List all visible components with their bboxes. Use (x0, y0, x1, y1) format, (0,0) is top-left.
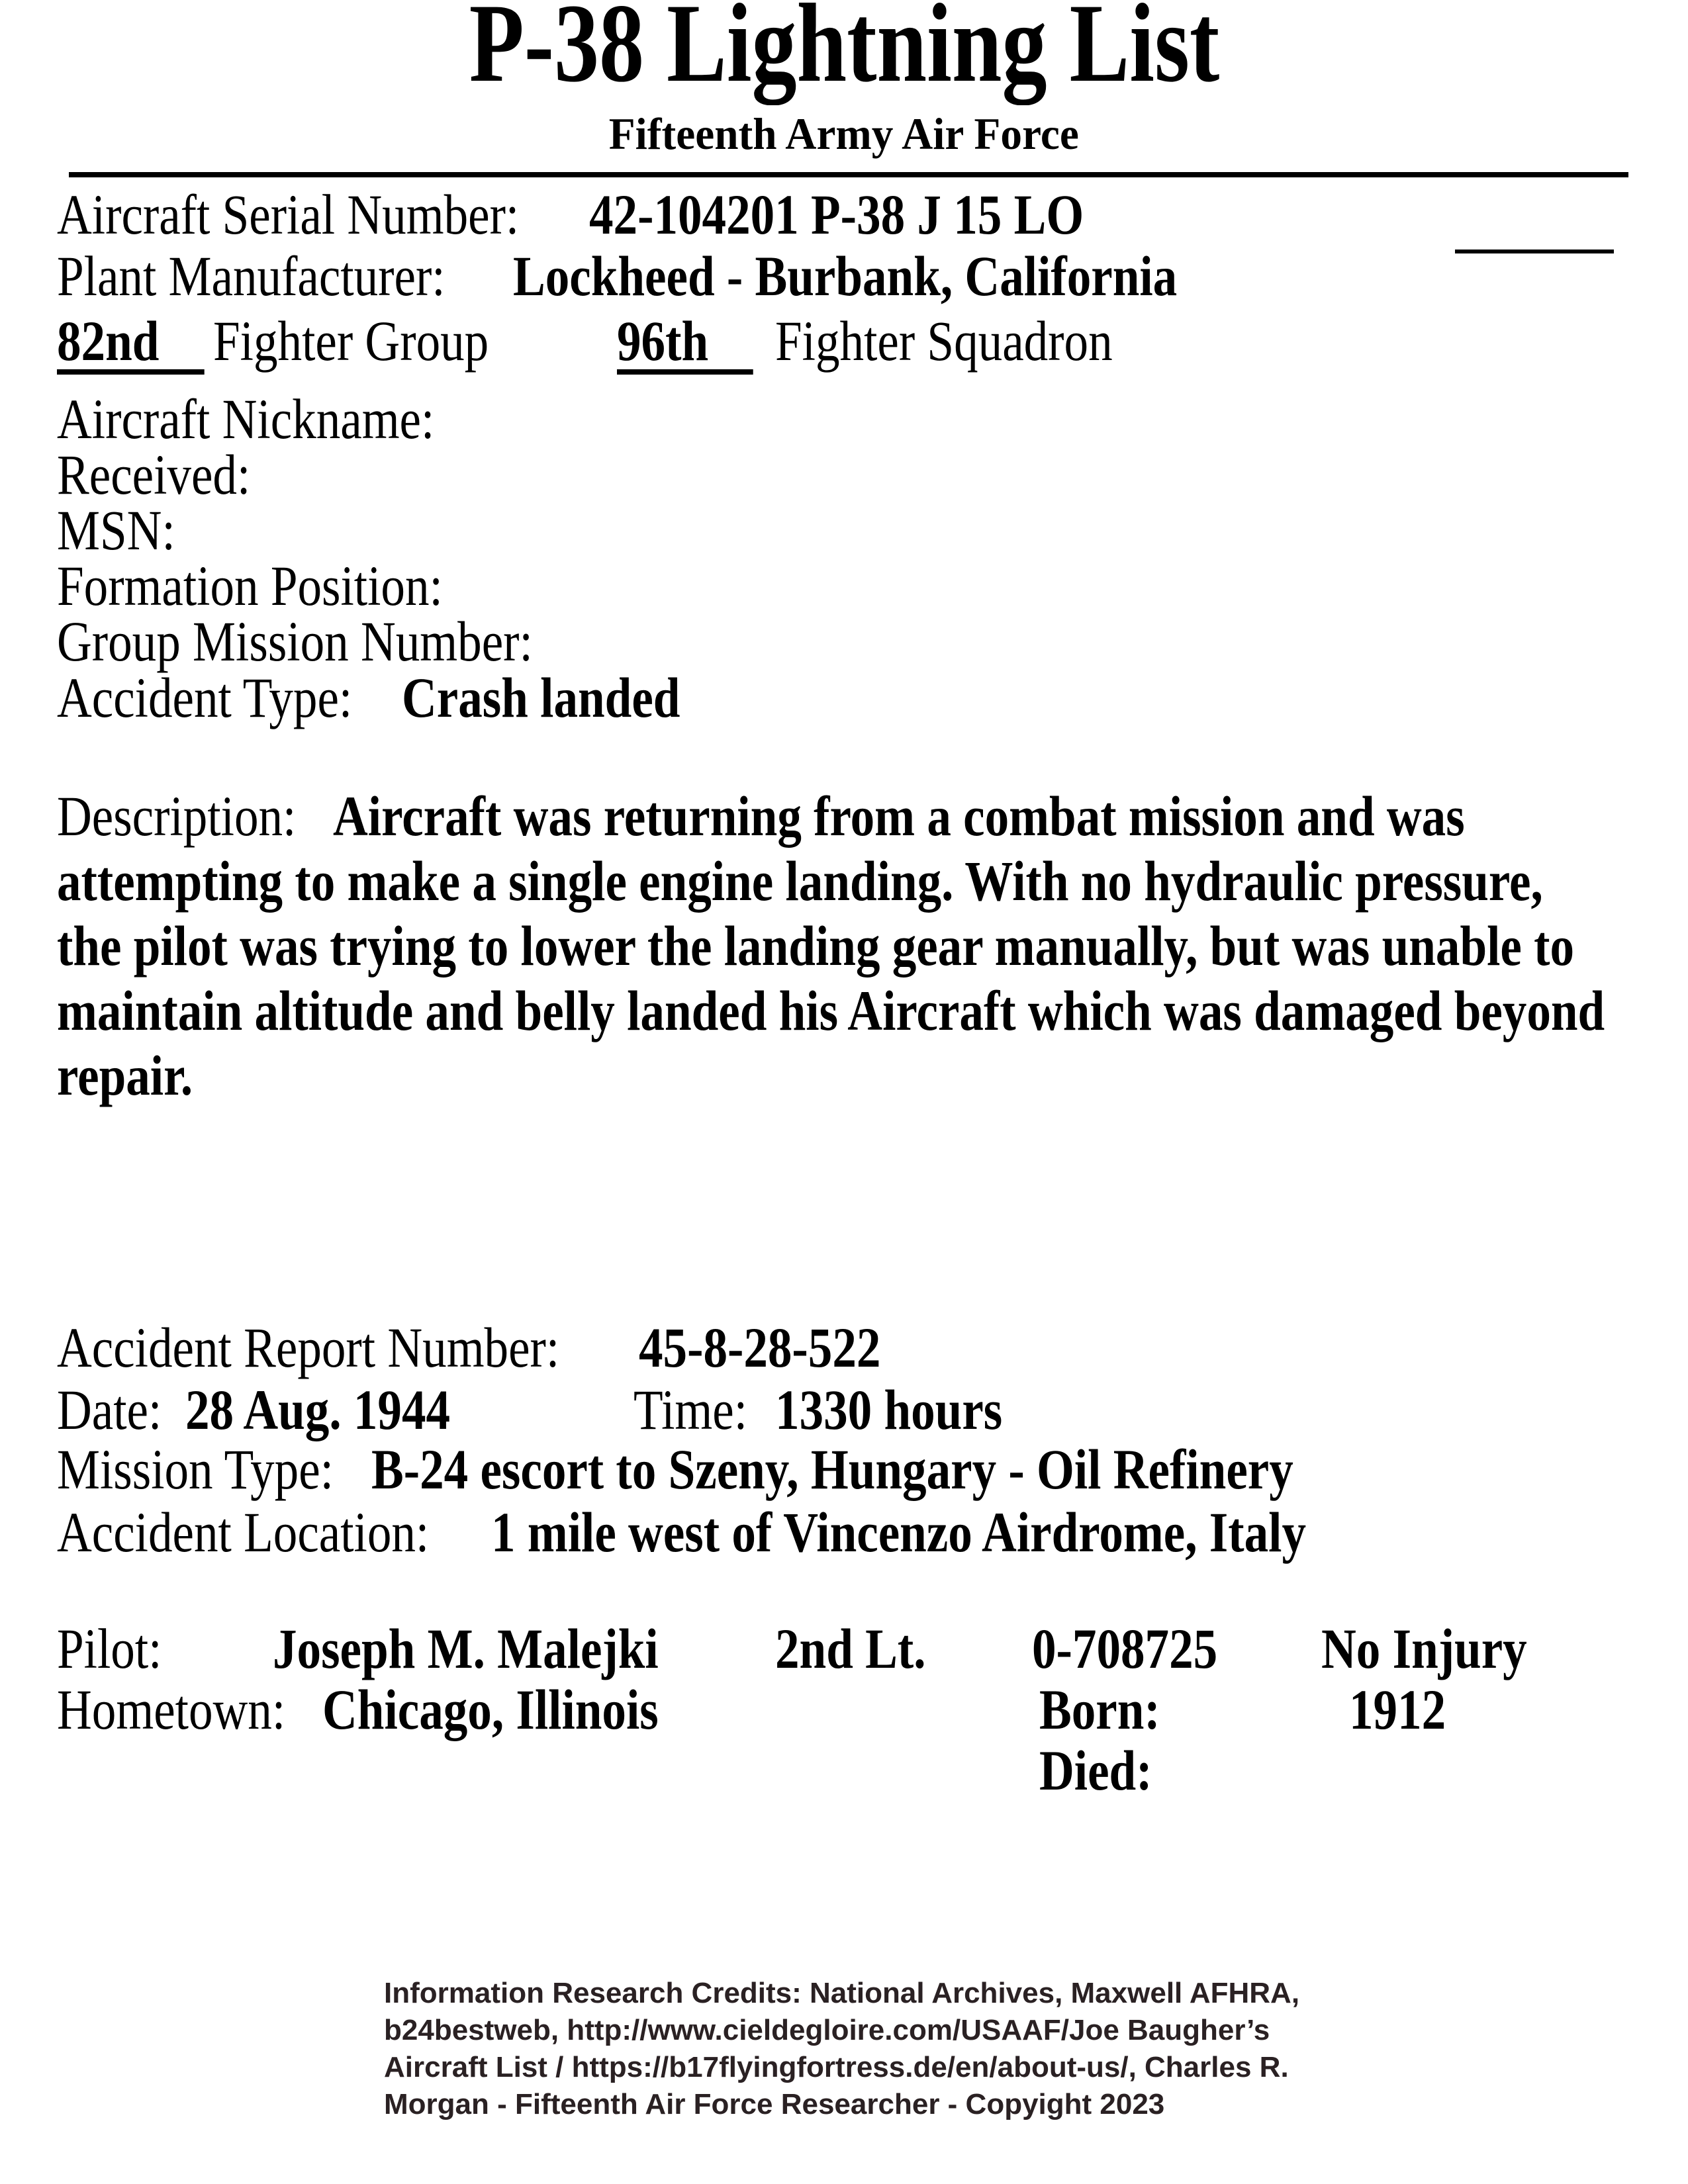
fighter-squadron-number: 96th (617, 312, 753, 375)
born-value: 1912 (1349, 1678, 1446, 1741)
time-label: Time: (633, 1378, 748, 1441)
credits-line: Information Research Credits: National Archives, Maxwell AFHRA, (384, 1977, 1300, 2009)
aircraft-serial-label: Aircraft Serial Number: (57, 183, 520, 246)
pilot-service-number: 0-708725 (1032, 1617, 1218, 1680)
description-line: attempting to make a single engine landing. With no hydraulic pressure, (57, 849, 1543, 913)
mission-type-label: Mission Type: (57, 1437, 334, 1501)
page-title (0, 0, 1688, 105)
fighter-group-number: 82nd (57, 312, 204, 375)
accident-type-label: Accident Type: (57, 666, 353, 729)
accident-report-number-label: Accident Report Number: (57, 1316, 560, 1379)
time-value: 1330 hours (775, 1378, 1003, 1441)
hometown-label: Hometown: (57, 1678, 286, 1741)
aircraft-serial-value: 42-104201 P-38 J 15 LO (589, 183, 1084, 246)
formation-position-label: Formation Position: (57, 554, 443, 617)
msn-label: MSN: (57, 498, 175, 562)
pilot-injury-status: No Injury (1321, 1617, 1527, 1680)
blank-underscore-line (1455, 250, 1614, 253)
plant-manufacturer-label: Plant Manufacturer: (57, 244, 445, 308)
fighter-group-label: Fighter Group (213, 309, 489, 373)
accident-report-number-value: 45-8-28-522 (639, 1316, 881, 1379)
date-label: Date: (57, 1378, 162, 1441)
page-subtitle (0, 109, 1688, 159)
received-label: Received: (57, 443, 251, 506)
page-subtitle-text: Fifteenth Army Air Force (608, 109, 1080, 159)
description-line: repair. (57, 1044, 193, 1107)
aircraft-nickname-label: Aircraft Nickname: (57, 387, 435, 451)
description-label: Description: (57, 784, 297, 848)
description-line: the pilot was trying to lower the landing gear manually, but was unable to (57, 914, 1575, 978)
mission-type-value: B-24 escort to Szeny, Hungary - Oil Refinery (371, 1437, 1293, 1501)
credits-line: Aircraft List / https://b17flyingfortress.de/en/about-us/, Charles R. (384, 2051, 1289, 2083)
description-line: maintain altitude and belly landed his Aircraft which was damaged beyond (57, 979, 1605, 1042)
accident-type-value: Crash landed (402, 666, 680, 729)
group-mission-number-label: Group Mission Number: (57, 610, 533, 673)
pilot-rank: 2nd Lt. (775, 1617, 926, 1680)
died-label: Died: (1039, 1739, 1152, 1802)
description-line: Aircraft was returning from a combat mission and was (333, 784, 1465, 848)
accident-location-value: 1 mile west of Vincenzo Airdrome, Italy (491, 1500, 1306, 1564)
header-divider (69, 172, 1628, 177)
credits-line: b24bestweb, http://www.cieldegloire.com/USAAF/Joe Baugher’s (384, 2014, 1270, 2046)
plant-manufacturer-value: Lockheed - Burbank, California (513, 244, 1178, 308)
date-value: 28 Aug. 1944 (185, 1378, 451, 1441)
credits-line: Morgan - Fifteenth Air Force Researcher - Copyight 2023 (384, 2088, 1165, 2120)
pilot-label: Pilot: (57, 1617, 162, 1680)
accident-location-label: Accident Location: (57, 1500, 430, 1564)
hometown-value: Chicago, Illinois (322, 1678, 659, 1741)
page-title-text: P-38 Lightning List (469, 0, 1219, 105)
fighter-squadron-label: Fighter Squadron (775, 309, 1113, 373)
pilot-name: Joseph M. Malejki (273, 1617, 659, 1680)
credits-block (384, 1975, 1299, 2123)
born-label: Born: (1039, 1678, 1160, 1741)
